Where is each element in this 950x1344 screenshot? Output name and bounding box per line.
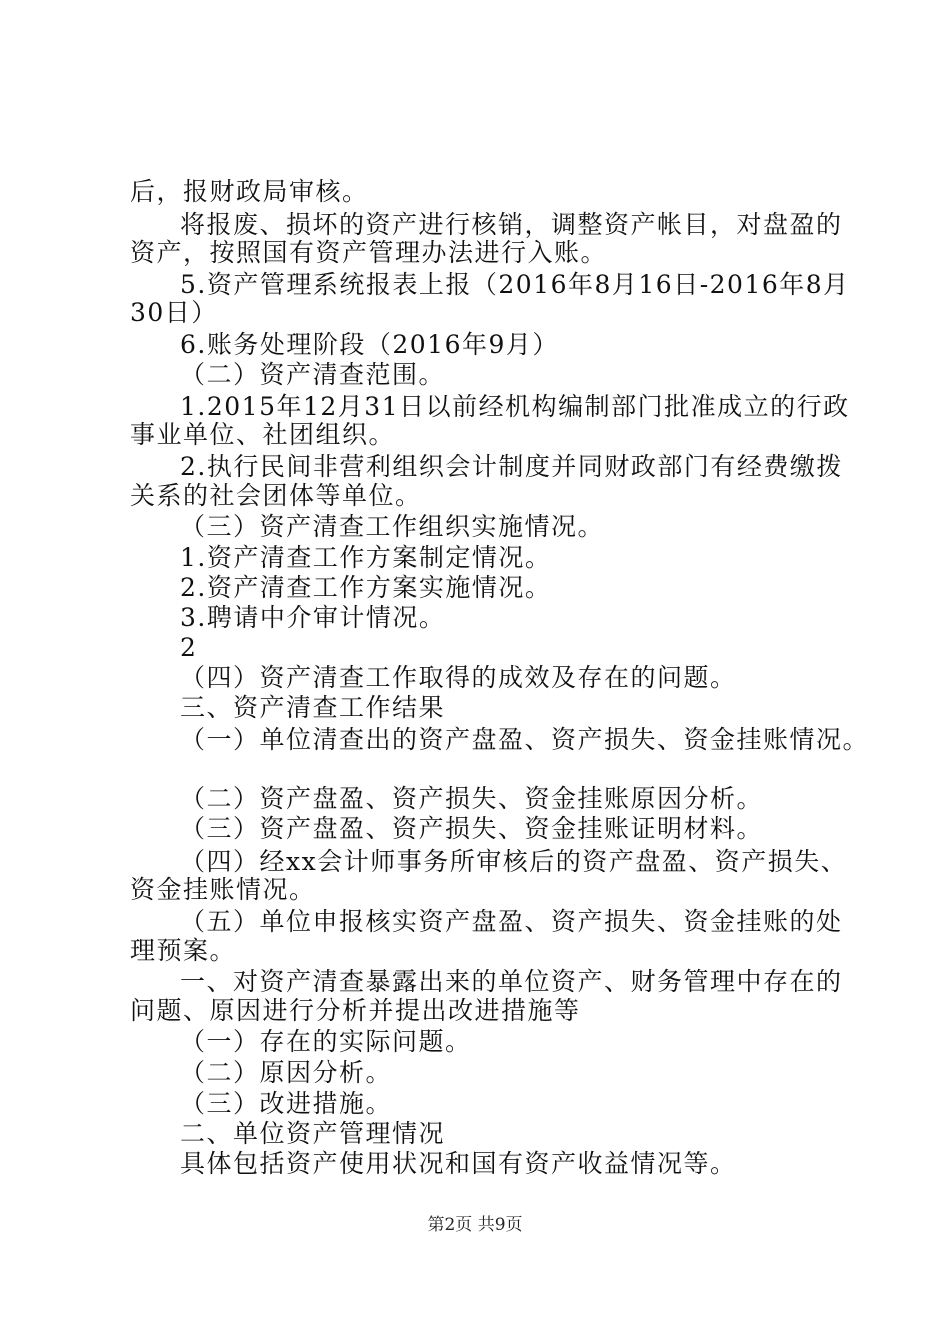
section-heading: 一、对资产清查暴露出来的单位资产、财务管理中存在的: [180, 967, 843, 996]
text-line: 资金挂账情况。: [130, 875, 316, 904]
text-line: 3.聘请中介审计情况。: [180, 603, 446, 632]
section-heading: （一）存在的实际问题。: [180, 1027, 472, 1056]
section-heading: （三）资产清查工作组织实施情况。: [180, 512, 605, 541]
section-heading: （四）经xx会计师事务所审核后的资产盘盈、资产损失、: [180, 847, 848, 876]
text-line: 资产，按照国有资产管理办法进行入账。: [130, 238, 608, 267]
text-line: 1.资产清查工作方案制定情况。: [180, 543, 552, 572]
text-line: 事业单位、社团组织。: [130, 420, 396, 449]
text-line: 1.2015年12月31日以前经机构编制部门批准成立的行政: [180, 392, 850, 421]
text-line: 具体包括资产使用状况和国有资产收益情况等。: [180, 1149, 737, 1178]
text-line: 关系的社会团体等单位。: [130, 481, 422, 510]
text-line: 5.资产管理系统报表上报（2016年8月16日-2016年8月: [180, 270, 850, 299]
stray-page-number: 2: [180, 633, 198, 662]
section-heading: （二）资产盘盈、资产损失、资金挂账原因分析。: [180, 784, 764, 813]
text-line: 2.资产清查工作方案实施情况。: [180, 573, 552, 602]
section-heading: （四）资产清查工作取得的成效及存在的问题。: [180, 663, 737, 692]
section-heading: （三）资产盘盈、资产损失、资金挂账证明材料。: [180, 814, 764, 843]
text-line: 2.执行民间非营利组织会计制度并同财政部门有经费缴拨: [180, 452, 843, 481]
section-heading: 二、单位资产管理情况: [180, 1119, 446, 1148]
section-heading: （一）单位清查出的资产盘盈、资产损失、资金挂账情况。: [180, 725, 870, 754]
text-line: 6.账务处理阶段（2016年9月）: [180, 330, 559, 359]
section-heading: （二）资产清查范围。: [180, 360, 446, 389]
section-heading: （二）原因分析。: [180, 1058, 393, 1087]
text-line: 理预案。: [130, 936, 237, 965]
text-line: 后，报财政局审核。: [130, 177, 369, 206]
section-heading: 三、资产清查工作结果: [180, 693, 446, 722]
text-line: 将报废、损坏的资产进行核销，调整资产帐目，对盘盈的: [180, 210, 843, 239]
text-line: 问题、原因进行分析并提出改进措施等: [130, 996, 581, 1025]
text-line: 30日）: [130, 298, 218, 327]
page-footer: 第2页 共9页: [427, 1215, 523, 1235]
section-heading: （三）改进措施。: [180, 1089, 393, 1118]
section-heading: （五）单位申报核实资产盘盈、资产损失、资金挂账的处: [180, 907, 843, 936]
